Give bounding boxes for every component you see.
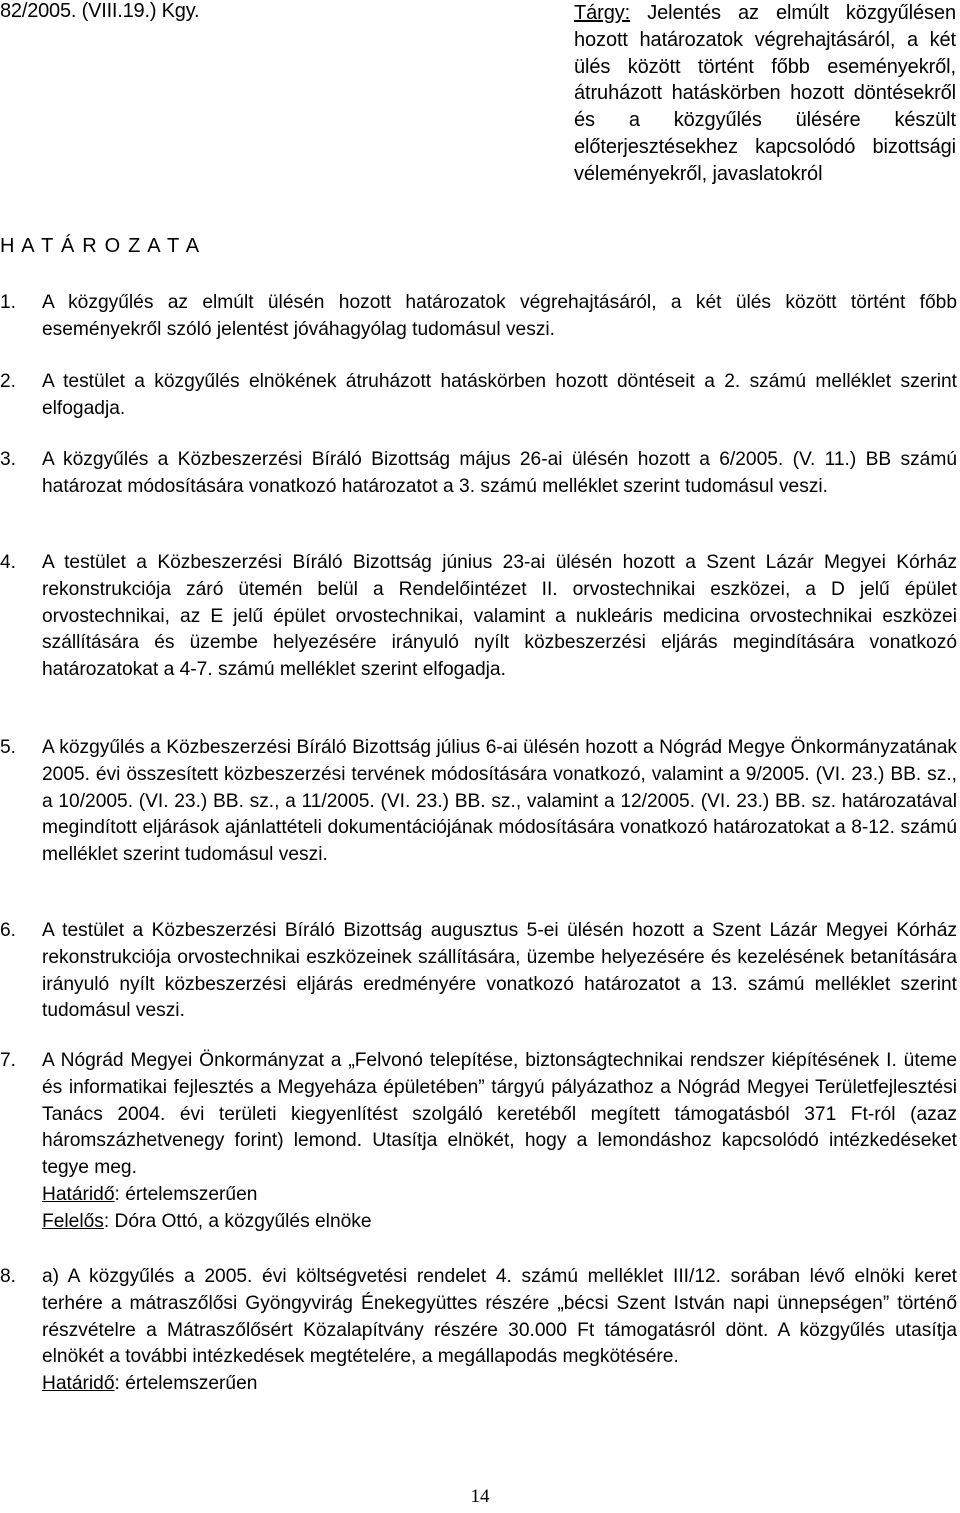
item-number: 5.: [0, 737, 17, 758]
resolution-item-5: [0, 735, 957, 869]
item-number: 4.: [0, 552, 17, 573]
subject-block: [574, 0, 956, 188]
item-text: A Nógrád Megyei Önkormányzat a „Felvonó telepítése, biztonságtechnikai rendszer kiépítésének I. üteme és informatikai fejlesztés a Megyeháza épületében” tárgyú pályázathoz a Nógrád Megyei Területfejlesztési Tanács 2004. évi területi kiegyenlítést szolgáló keretéből megített támogatásból 371 Ft-ról (azaz háromszázhetvenegy forint) lemond. Utasítja elnökét, hogy a lemondáshoz kapcsolódó intézkedéseket tegye meg.: [42, 1050, 957, 1179]
resolution-item-4: [0, 550, 957, 684]
item-text: a) A közgyűlés a 2005. évi költségvetési rendelet 4. számú melléklet III/12. sorában lévő elnöki keret terhére a mátraszőlősi Gyöngyvirág Énekegyüttes részére „bécsi Szent István napi ünnepségen” történő részvételre a Mátraszőlősért Közalapítvány részére 30.000 Ft támogatásról dönt. A közgyűlés utasítja elnökét a további intézkedések megtételére, a megállapodás megkötésére.: [42, 1266, 957, 1368]
item-text: A közgyűlés az elmúlt ülésén hozott határozatok végrehajtásáról, a két ülés között történt főbb eseményekről szóló jelentést jóváhagyólag tudomásul veszi.: [42, 292, 957, 340]
resolution-item-7: [0, 1048, 957, 1236]
subject-text: Jelentés az elmúlt közgyűlésen hozott határozatok végrehajtásáról, a két ülés között történt főbb eseményekről, átruházott hatáskörben hozott döntésekről és a közgyűlés ülésére készült előterjesztésekhez kapcsolódó bizottsági véleményekről, javaslatokról: [574, 2, 956, 185]
responsible-value: : Dóra Ottó, a közgyűlés elnöke: [103, 1210, 372, 1232]
item-text: A testület a Közbeszerzési Bíráló Bizottság június 23-ai ülésén hozott a Szent Lázár Megyei Kórház rekonstrukciója záró ütemén belül a Rendelőintézet II. orvostechnikai eszközei, a D jelű épület orvostechnikai, az E jelű épület orvostechnikai, valamint a nukleáris medicina orvostechnikai eszközei szállítására és üzembe helyezésére irányuló nyílt közbeszerzési eljárás megindítására vonatkozó határozatokat a 4-7. számú melléklet szerint elfogadja.: [42, 552, 957, 681]
deadline-label: Határidő: [42, 1183, 115, 1205]
resolution-reference: 82/2005. (VIII.19.) Kgy.: [0, 0, 200, 22]
item-number: 8.: [0, 1266, 17, 1287]
item-text: A testület a Közbeszerzési Bíráló Bizottság augusztus 5-ei ülésén hozott a Szent Lázár Megyei Kórház rekonstrukciója orvostechnikai eszközeinek szállítására, üzembe helyezésére és kezelésének betanítására irányuló nyílt közbeszerzési eljárás eredményére vonatkozó határozatot a 13. számú melléklet szerint tudomásul veszi.: [42, 920, 957, 1022]
resolution-item-6: [0, 918, 957, 1025]
responsible-label: Felelős: [42, 1210, 104, 1232]
item-number: 2.: [0, 371, 17, 392]
resolution-heading: H A T Á R O Z A T A: [0, 235, 201, 257]
resolution-item-3: [0, 447, 957, 501]
deadline-value: : értelemszerűen: [114, 1183, 258, 1205]
item-number: 6.: [0, 920, 17, 941]
resolution-item-8: [0, 1264, 957, 1398]
responsible-line: [42, 1209, 957, 1236]
deadline-value: : értelemszerűen: [114, 1373, 258, 1395]
deadline-label: Határidő: [42, 1373, 115, 1395]
item-text: A közgyűlés a Közbeszerzési Bíráló Bizottság május 26-ai ülésén hozott a 6/2005. (V. 11.) BB számú határozat módosítására vonatkozó határozatot a 3. számú melléklet szerint tudomásul veszi.: [42, 449, 957, 497]
deadline-line: [42, 1371, 957, 1398]
deadline-line: [42, 1182, 957, 1209]
item-number: 3.: [0, 449, 17, 470]
subject-label: Tárgy:: [574, 2, 631, 24]
page-number: 14: [470, 1486, 490, 1507]
item-text: A közgyűlés a Közbeszerzési Bíráló Bizottság július 6-ai ülésén hozott a Nógrád Megye Önkormányzatának 2005. évi összesített közbeszerzési tervének módosítására vonatkozó, valamint a 9/2005. (VI. 23.) BB. sz., a 10/2005. (VI. 23.) BB. sz., a 11/2005. (VI. 23.) BB. sz., valamint a 12/2005. (VI. 23.) BB. sz. határozatával megindított eljárások ajánlattételi dokumentációjának módosítására vonatkozó határozatokat a 8-12. számú melléklet szerint tudomásul veszi.: [42, 737, 957, 866]
resolution-item-1: [0, 290, 957, 344]
item-text: A testület a közgyűlés elnökének átruházott hatáskörben hozott döntéseit a 2. számú melléklet szerint elfogadja.: [42, 371, 957, 419]
resolution-item-2: [0, 369, 957, 423]
item-number: 7.: [0, 1050, 17, 1071]
item-number: 1.: [0, 292, 17, 313]
